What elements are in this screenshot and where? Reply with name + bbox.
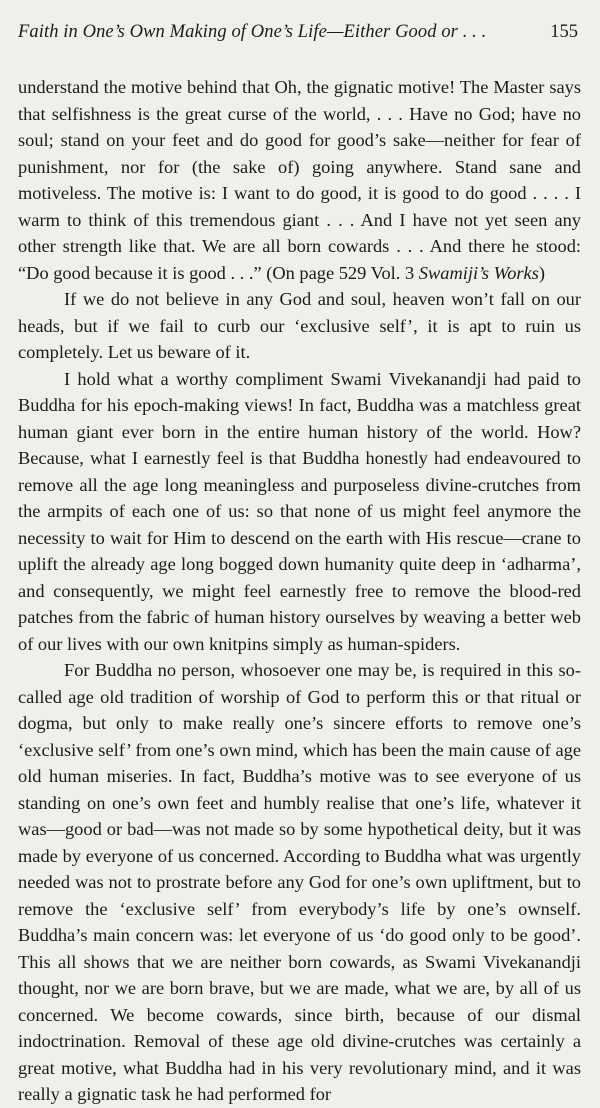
paragraph-1 — [18, 74, 581, 286]
book-title-italic: Swamiji’s Works — [418, 262, 539, 283]
paragraph-4: For Buddha no person, whosoever one may be, is required in this so-called age old tradition of worship of God to perform this or that ritual or dogma, but only to make really one’s sincere efforts to remove one’s ‘exclusive self’ from one’s own mind, which has been the main cause of age old human miseries. In fact, Buddha’s motive was to see everyone of us standing on one’s own feet and humbly realise that one’s life, whatever it was—good or bad—was not made so by some hypothetical deity, but it was made by everyone of us concerned. According to Buddha what was urgently needed was not to prostrate before any God for one’s own upliftment, but to remove the ‘exclusive self’ from everybody’s life by one’s ownself. Buddha’s main concern was: let everyone of us ‘do good only to be good’. This all shows that we are neither born cowards, as Swami Vivekanandji thought, nor we are born brave, but we are made, what we are, by all of us concerned. We become cowards, since birth, because of our dismal indoctrination. Removal of these age old divine-crutches was certainly a great motive, what Buddha had in his very revolutionary mind, and it was really a gignatic task he had performed for — [18, 660, 581, 1104]
page-header — [18, 18, 578, 46]
paragraph-2: If we do not believe in any God and soul, heaven won’t fall on our heads, but if we fail to curb our ‘exclusive self’, it is apt to ruin us completely. Let us beware of it. — [18, 289, 581, 362]
paragraph-1-text: understand the motive behind that Oh, the gignatic motive! The Master says that selfishness is the great curse of the world, . . . Have no God; have no soul; stand on your feet and do good for good’s sake—neither for fear of punishment, nor for (the sake of) going anywhere. Stand sane and motiveless. The motive is: I want to do good, it is good to do good . . . . I warm to think of this tremendous giant . . . And I have not yet seen any other strength like that. We are all born cowards . . . And there he stood: “Do good because it is good . . .” (On page 529 Vol. 3 — [18, 77, 581, 283]
paragraph-1-closing: ) — [538, 262, 545, 283]
body-text — [18, 74, 581, 1108]
page-number: 155 — [550, 22, 578, 42]
paragraph-3: I hold what a worthy compliment Swami Vivekanandji had paid to Buddha for his epoch-making views! In fact, Buddha was a matchless great human giant ever born in the entire human history of the world. How? Because, what I earnestly feel is that Buddha honestly had endeavoured to remove all the age long meaningless and purposeless divine-crutches from the armpits of each one of us: so that none of us might feel anymore the necessity to wait for Him to descend on the earth with His rescue—crane to uplift the already age long bogged down humanity quite deep in ‘adharma’, and consequently, we might feel earnestly free to remove the blood-red patches from the fabric of human history ourselves by weaving a better web of our lives with our own knitpins simply as human-spiders. — [18, 368, 581, 654]
running-title: Faith in One’s Own Making of One’s Life—Either Good or . . . — [18, 22, 487, 42]
